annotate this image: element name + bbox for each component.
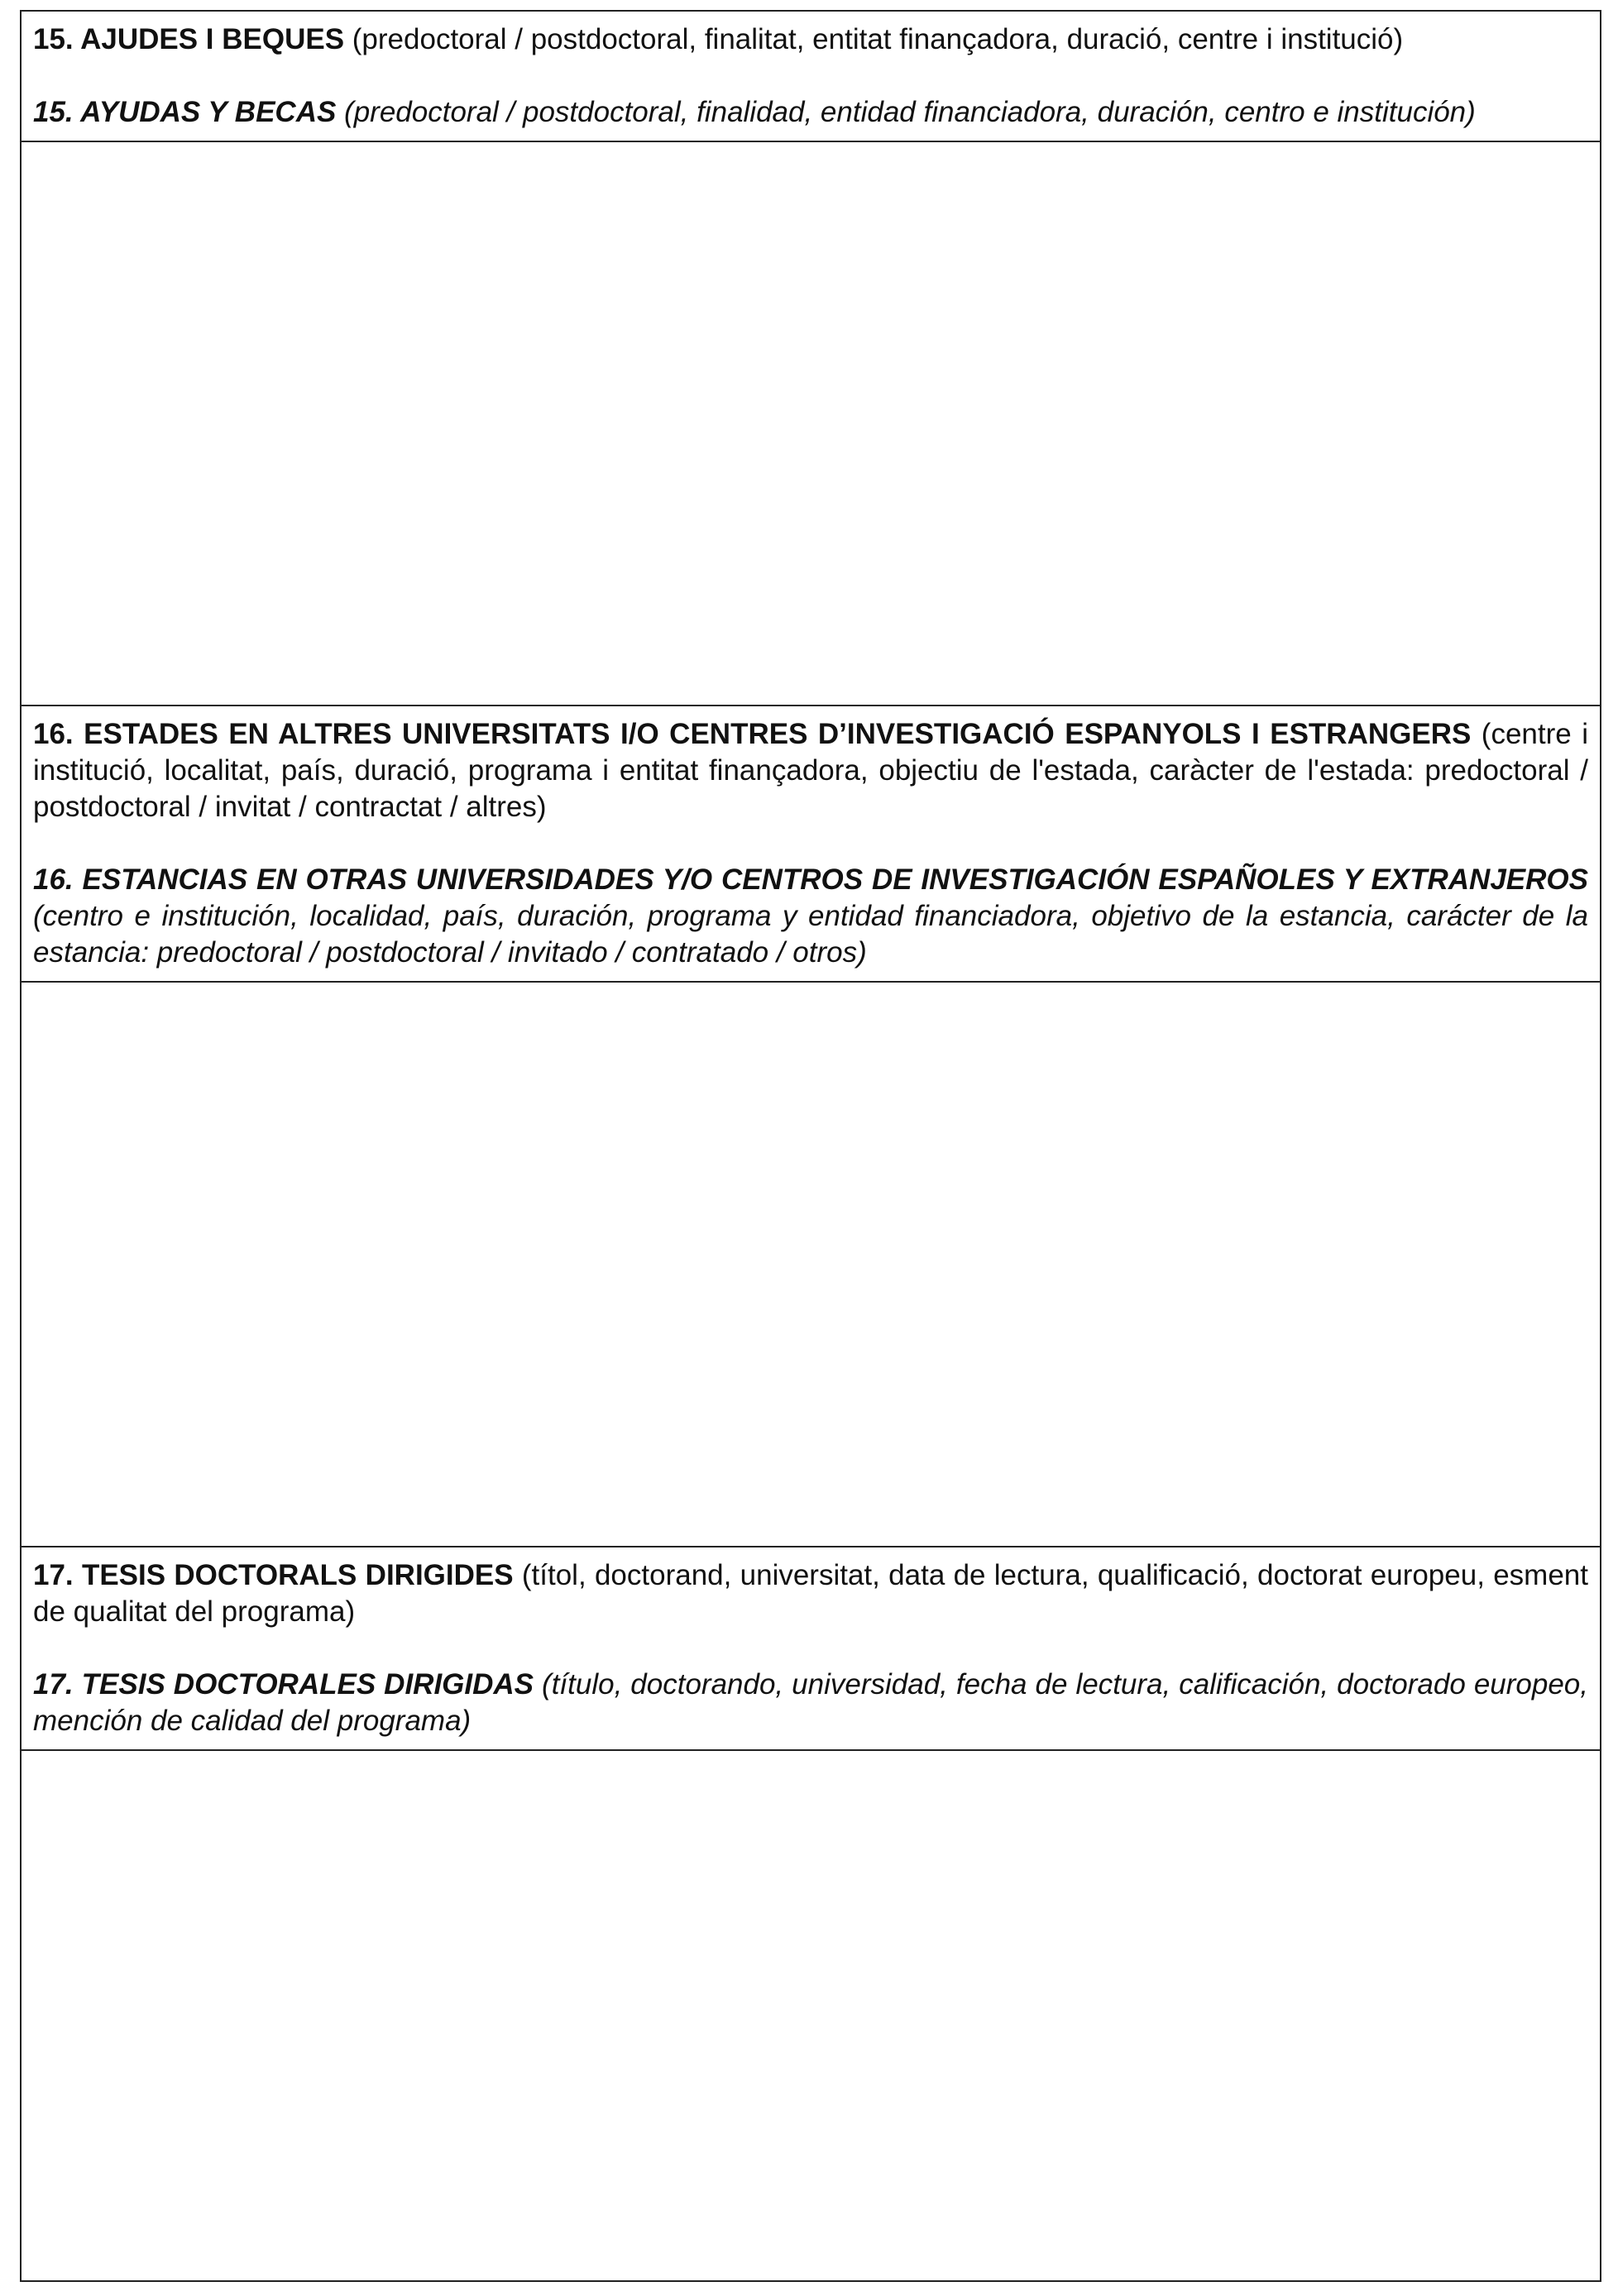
section-17-catalan-title: 17. TESIS DOCTORALS DIRIGIDES — [33, 1559, 514, 1591]
section-17-header — [22, 1547, 1600, 1751]
section-17-spanish — [33, 1667, 1588, 1739]
section-15-spanish-title: 15. AYUDAS Y BECAS — [33, 96, 337, 128]
section-16-spanish-title: 16. ESTANCIAS EN OTRAS UNIVERSIDADES Y/O CENTROS DE INVESTIGACIÓN ESPAÑOLES Y EXTRANJEROS — [33, 863, 1588, 896]
section-15-catalan-title: 15. AJUDES I BEQUES — [33, 23, 345, 55]
section-16-spanish — [33, 862, 1588, 971]
section-16-answer-field[interactable] — [22, 983, 1600, 1547]
section-16-catalan-title: 16. ESTADES EN ALTRES UNIVERSITATS I/O CENTRES D’INVESTIGACIÓ ESPANYOLS I ESTRANGERS — [33, 718, 1472, 750]
section-17-spanish-description: (título, doctorando, universidad, fecha de lectura, calificación, doctorado europeo, mención de calidad del programa) — [33, 1668, 1588, 1737]
section-16-catalan — [33, 716, 1588, 825]
section-15-spanish-description: (predoctoral / postdoctoral, finalidad, entidad financiadora, duración, centro e institución) — [336, 96, 1476, 128]
section-17-answer-field[interactable] — [22, 1751, 1600, 2280]
section-15-answer-field[interactable] — [22, 142, 1600, 706]
section-17-spanish-title: 17. TESIS DOCTORALES DIRIGIDAS — [33, 1668, 534, 1700]
section-17-catalan-description: (títol, doctorand, universitat, data de lectura, qualificació, doctorat europeu, esment de qualitat del programa) — [33, 1559, 1588, 1628]
section-16-header — [22, 706, 1600, 983]
section-15-header — [22, 12, 1600, 142]
cv-form-table — [20, 10, 1601, 2282]
section-15-spanish — [33, 94, 1588, 131]
section-15-catalan — [33, 22, 1588, 58]
section-16-catalan-description: (centre i institució, localitat, país, duració, programa i entitat finançadora, objectiu de l'estada, caràcter de l'estada: predoctoral / postdoctoral / invitat / contractat / altres) — [33, 718, 1588, 823]
section-16-spanish-description: (centro e institución, localidad, país, duración, programa y entidad financiadora, objetivo de la estancia, carácter de la estancia: predoctoral / postdoctoral / invitado / contratado / otros) — [33, 900, 1588, 969]
section-15-catalan-description: (predoctoral / postdoctoral, finalitat, entitat finançadora, duració, centre i institució) — [344, 23, 1404, 55]
section-17-catalan — [33, 1557, 1588, 1630]
